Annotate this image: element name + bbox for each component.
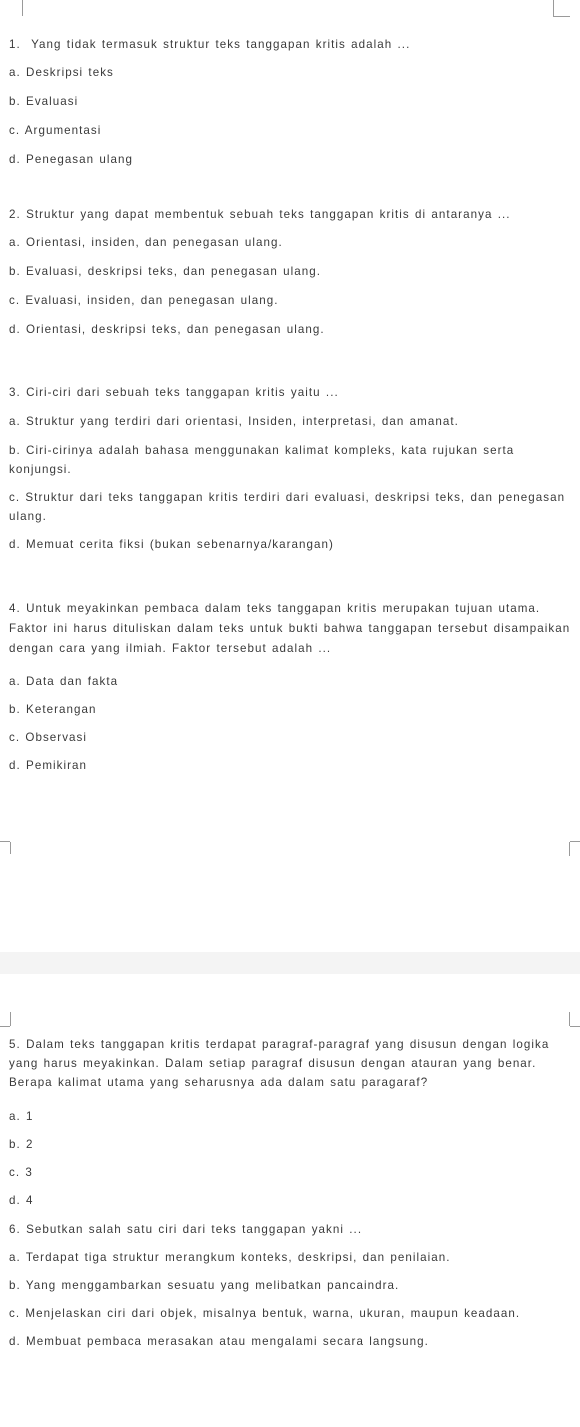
option-b: b. Keterangan: [9, 703, 97, 716]
option-c: c. 3: [9, 1166, 33, 1179]
page-gap: [0, 952, 580, 974]
question-text: Untuk meyakinkan pembaca dalam teks tanggapan kritis merupakan tujuan utama. Faktor ini harus dituliskan dalam teks untuk bukti bahwa tanggapan tersebut disampaikan dengan cara yang ilmiah. Faktor tersebut adalah ...: [9, 602, 571, 655]
question-number: 6.: [9, 1223, 21, 1236]
option-c: c. Argumentasi: [9, 124, 102, 137]
question-text: Yang tidak termasuk struktur teks tanggapan kritis adalah ...: [31, 38, 411, 51]
option-b: b. 2: [9, 1138, 34, 1151]
option-c: c. Evaluasi, insiden, dan penegasan ulang.: [9, 294, 279, 307]
option-d: d. Orientasi, deskripsi teks, dan penegasan ulang.: [9, 323, 325, 336]
question-5-options: [9, 1107, 572, 1211]
question-1: [9, 35, 572, 55]
option-c: c. Observasi: [9, 731, 88, 744]
page-corner-mark: [10, 0, 23, 16]
option-b: b. Ciri-cirinya adalah bahasa menggunakan kalimat kompleks, kata rujukan serta konjungsi.: [9, 444, 515, 476]
question-number: 3.: [9, 386, 21, 399]
question-4-options: [9, 672, 572, 776]
question-number: 5.: [9, 1038, 21, 1051]
page-corner-mark: [553, 0, 570, 17]
option-d: d. 4: [9, 1194, 34, 1207]
option-a: a. Struktur yang terdiri dari orientasi, Insiden, interpretasi, dan amanat.: [9, 415, 459, 428]
question-text: Struktur yang dapat membentuk sebuah teks tanggapan kritis di antaranya ...: [26, 208, 511, 221]
option-c: c. Menjelaskan ciri dari objek, misalnya bentuk, warna, ukuran, maupun keadaan.: [9, 1307, 521, 1320]
question-number: 1.: [9, 38, 21, 51]
option-d: d. Penegasan ulang: [9, 153, 134, 166]
question-text: Sebutkan salah satu ciri dari teks tanggapan yakni ...: [26, 1223, 363, 1236]
question-number: 4.: [9, 602, 21, 615]
page-corner-mark: [0, 841, 10, 842]
option-a: a. Terdapat tiga struktur merangkum konteks, deskripsi, dan penilaian.: [9, 1251, 451, 1264]
question-6: [9, 1220, 572, 1240]
page-corner-mark: [0, 1026, 10, 1027]
question-6-options: [9, 1248, 572, 1352]
option-d: d. Memuat cerita fiksi (bukan sebenarnya/karangan): [9, 538, 334, 551]
question-3-options: [9, 412, 572, 555]
question-text: Ciri-ciri dari sebuah teks tanggapan kritis yaitu ...: [26, 386, 339, 399]
page-corner-mark: [569, 1012, 570, 1026]
question-number: 2.: [9, 208, 21, 221]
page-corner-mark: [570, 1026, 580, 1027]
question-1-options: [9, 63, 572, 170]
option-a: a. 1: [9, 1110, 34, 1123]
option-b: b. Evaluasi, deskripsi teks, dan penegasan ulang.: [9, 265, 322, 278]
page-corner-mark: [10, 1012, 11, 1026]
question-2: [9, 205, 572, 225]
option-b: b. Yang menggambarkan sesuatu yang melibatkan pancaindra.: [9, 1279, 400, 1292]
document-page-2: [0, 974, 580, 1427]
question-3: [9, 383, 572, 403]
option-d: d. Membuat pembaca merasakan atau mengalami secara langsung.: [9, 1335, 429, 1348]
option-c: c. Struktur dari teks tanggapan kritis terdiri dari evaluasi, deskripsi teks, dan penegasan ulang.: [9, 491, 566, 523]
question-5: [9, 1035, 572, 1092]
question-2-options: [9, 233, 572, 340]
question-text: Dalam teks tanggapan kritis terdapat paragraf-paragraf yang disusun dengan logika yang harus meyakinkan. Dalam setiap paragraf disusun dengan atauran yang benar. Berapa kalimat utama yang seharusnya ada dalam satu paragaraf?: [9, 1038, 550, 1089]
option-a: a. Deskripsi teks: [9, 66, 114, 79]
option-a: a. Orientasi, insiden, dan penegasan ulang.: [9, 236, 283, 249]
page-corner-mark: [570, 841, 580, 842]
page-corner-mark: [10, 842, 11, 854]
option-b: b. Evaluasi: [9, 95, 79, 108]
option-d: d. Pemikiran: [9, 759, 88, 772]
page-corner-mark: [569, 842, 570, 856]
option-a: a. Data dan fakta: [9, 675, 119, 688]
question-4: [9, 599, 572, 659]
